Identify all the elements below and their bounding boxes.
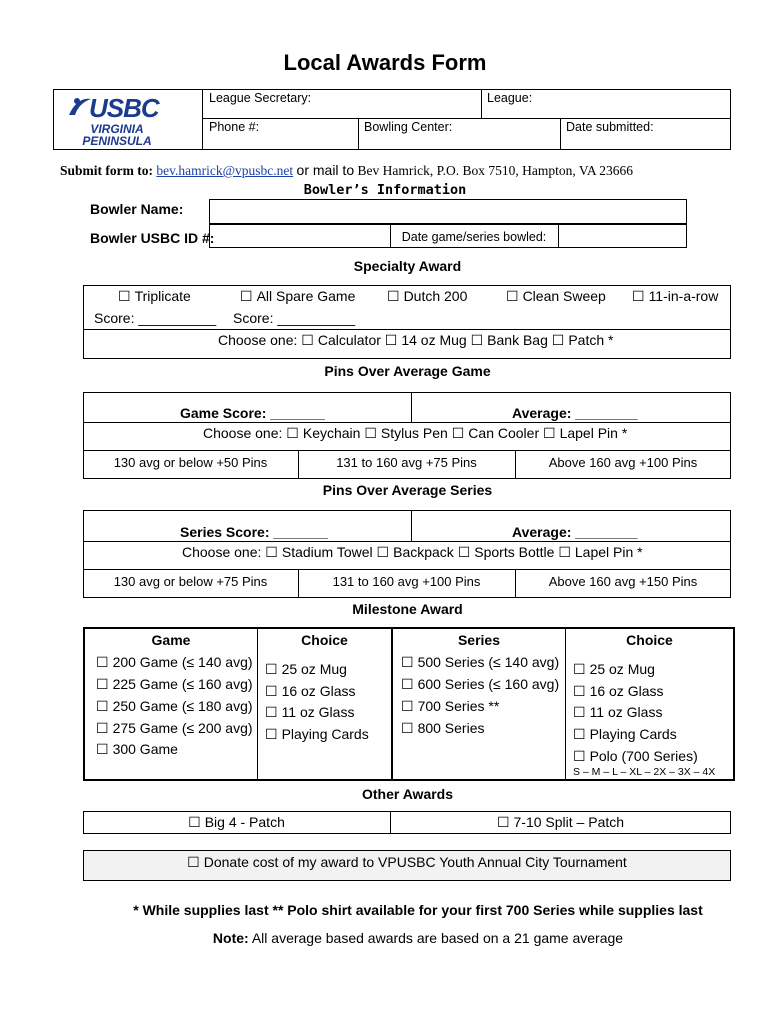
game-250-checkbox[interactable]: ☐ 250 Game (≤ 180 avg) bbox=[96, 698, 253, 715]
mug-14oz-checkbox[interactable]: ☐ 14 oz Mug bbox=[385, 332, 467, 348]
all-spare-game-checkbox[interactable]: ☐ All Spare Game bbox=[240, 288, 355, 305]
bowler-name-label: Bowler Name: bbox=[90, 201, 184, 217]
email-link[interactable]: bev.hamrick@vpusbc.net bbox=[156, 163, 294, 178]
game-275-checkbox[interactable]: ☐ 275 Game (≤ 200 avg) bbox=[96, 720, 253, 737]
polo-sizes: S – M – L – XL – 2X – 3X – 4X bbox=[573, 766, 716, 778]
average-note bbox=[0, 930, 770, 946]
league-secretary-field[interactable]: League Secretary: bbox=[209, 91, 312, 105]
lapel-pin-checkbox[interactable]: ☐ Lapel Pin * bbox=[558, 544, 642, 560]
logo-sub-peninsula: PENINSULA bbox=[82, 134, 152, 148]
specialty-choose-row bbox=[218, 332, 613, 349]
lapel-pin-checkbox[interactable]: ☐ Lapel Pin * bbox=[543, 425, 627, 441]
game-score-field[interactable]: Game Score: _______ bbox=[180, 405, 325, 421]
other-awards-heading: Other Awards bbox=[361, 786, 454, 802]
backpack-checkbox[interactable]: ☐ Backpack bbox=[377, 544, 454, 560]
supplies-note: * While supplies last ** Polo shirt available for your first 700 Series while supplies last bbox=[133, 902, 703, 918]
dutch-200-checkbox[interactable]: ☐ Dutch 200 bbox=[387, 288, 467, 305]
series-tier-3: Above 160 avg +150 Pins bbox=[548, 574, 698, 589]
pins-series-choose-row bbox=[182, 544, 643, 561]
stadium-towel-checkbox[interactable]: ☐ Stadium Towel bbox=[265, 544, 372, 560]
milestone-game-header: Game bbox=[151, 632, 191, 648]
bowler-info-heading: Bowler’s Information bbox=[303, 182, 467, 198]
all-spare-score[interactable]: Score: __________ bbox=[233, 310, 356, 326]
page-title: Local Awards Form bbox=[283, 50, 487, 75]
donate-cell bbox=[83, 854, 731, 871]
specialty-heading: Specialty Award bbox=[353, 258, 462, 274]
11-in-a-row-checkbox[interactable]: ☐ 11-in-a-row bbox=[632, 288, 718, 305]
series-tier-2: 131 to 160 avg +100 Pins bbox=[332, 574, 481, 589]
game-average-field[interactable]: Average: ________ bbox=[512, 405, 638, 421]
choose-one-label: Choose one: bbox=[182, 544, 262, 560]
series-average-field[interactable]: Average: ________ bbox=[512, 524, 638, 540]
series-glass-16oz-checkbox[interactable]: ☐ 16 oz Glass bbox=[573, 683, 664, 700]
split-cell bbox=[390, 814, 731, 831]
patch-checkbox[interactable]: ☐ Patch * bbox=[552, 332, 614, 348]
pins-series-heading: Pins Over Average Series bbox=[322, 482, 493, 498]
logo bbox=[53, 89, 203, 150]
donate-checkbox[interactable]: ☐ Donate cost of my award to VPUSBC Youth Annual City Tournament bbox=[187, 854, 627, 870]
game-tier-1: 130 avg or below +50 Pins bbox=[113, 455, 268, 470]
series-score-field[interactable]: Series Score: _______ bbox=[180, 524, 328, 540]
phone-field[interactable]: Phone #: bbox=[209, 120, 260, 134]
game-glass-11oz-checkbox[interactable]: ☐ 11 oz Glass bbox=[265, 704, 354, 721]
game-200-checkbox[interactable]: ☐ 200 Game (≤ 140 avg) bbox=[96, 654, 253, 671]
bowler-name-input[interactable] bbox=[209, 199, 687, 224]
date-submitted-field[interactable]: Date submitted: bbox=[566, 120, 654, 134]
bank-bag-checkbox[interactable]: ☐ Bank Bag bbox=[471, 332, 548, 348]
date-bowled-field[interactable]: Date game/series bowled: bbox=[401, 230, 547, 244]
big4-cell bbox=[83, 814, 390, 831]
bowler-id-label: Bowler USBC ID #: bbox=[90, 230, 215, 246]
game-300-checkbox[interactable]: ☐ 300 Game bbox=[96, 741, 178, 758]
bowling-center-field[interactable]: Bowling Center: bbox=[364, 120, 453, 134]
pins-game-choose-row bbox=[203, 425, 627, 442]
usbc-logo-mark bbox=[67, 93, 197, 149]
choose-one-label: Choose one: bbox=[218, 332, 298, 348]
triplicate-checkbox[interactable]: ☐ Triplicate bbox=[118, 288, 191, 305]
milestone-series-header: Series bbox=[457, 632, 501, 648]
game-tier-3: Above 160 avg +100 Pins bbox=[548, 455, 698, 470]
note-text: All average based awards are based on a 21 game average bbox=[251, 930, 624, 946]
series-tier-1: 130 avg or below +75 Pins bbox=[113, 574, 268, 589]
logo-sub-virginia: VIRGINIA bbox=[90, 122, 144, 136]
series-700-checkbox[interactable]: ☐ 700 Series ** bbox=[401, 698, 499, 715]
milestone-heading: Milestone Award bbox=[352, 601, 463, 617]
league-field[interactable]: League: bbox=[487, 91, 533, 105]
milestone-choice2-header: Choice bbox=[626, 632, 673, 648]
polo-checkbox[interactable]: ☐ Polo (700 Series) bbox=[573, 748, 698, 765]
milestone-choice-header: Choice bbox=[301, 632, 348, 648]
stylus-pen-checkbox[interactable]: ☐ Stylus Pen bbox=[364, 425, 448, 441]
sports-bottle-checkbox[interactable]: ☐ Sports Bottle bbox=[458, 544, 555, 560]
game-mug-25oz-checkbox[interactable]: ☐ 25 oz Mug bbox=[265, 661, 347, 678]
submit-line bbox=[60, 162, 760, 179]
game-glass-16oz-checkbox[interactable]: ☐ 16 oz Glass bbox=[265, 683, 356, 700]
pins-game-heading: Pins Over Average Game bbox=[324, 363, 491, 379]
calculator-checkbox[interactable]: ☐ Calculator bbox=[301, 332, 381, 348]
game-tier-2: 131 to 160 avg +75 Pins bbox=[336, 455, 477, 470]
triplicate-score[interactable]: Score: __________ bbox=[94, 310, 217, 326]
series-800-checkbox[interactable]: ☐ 800 Series bbox=[401, 720, 485, 737]
clean-sweep-checkbox[interactable]: ☐ Clean Sweep bbox=[506, 288, 606, 305]
series-mug-25oz-checkbox[interactable]: ☐ 25 oz Mug bbox=[573, 661, 655, 678]
game-225-checkbox[interactable]: ☐ 225 Game (≤ 160 avg) bbox=[96, 676, 253, 693]
series-playing-cards-checkbox[interactable]: ☐ Playing Cards bbox=[573, 726, 677, 743]
choose-one-label: Choose one: bbox=[203, 425, 283, 441]
or-mail-text: or mail to bbox=[296, 162, 355, 178]
mail-address: Bev Hamrick, P.O. Box 7510, Hampton, VA 23666 bbox=[357, 163, 633, 178]
keychain-checkbox[interactable]: ☐ Keychain bbox=[286, 425, 360, 441]
series-600-checkbox[interactable]: ☐ 600 Series (≤ 160 avg) bbox=[401, 676, 559, 693]
game-playing-cards-checkbox[interactable]: ☐ Playing Cards bbox=[265, 726, 369, 743]
note-label: Note: bbox=[212, 930, 249, 946]
split-7-10-checkbox[interactable]: ☐ 7-10 Split – Patch bbox=[497, 814, 624, 830]
logo-brand: USBC bbox=[89, 93, 159, 123]
big4-checkbox[interactable]: ☐ Big 4 - Patch bbox=[188, 814, 285, 830]
can-cooler-checkbox[interactable]: ☐ Can Cooler bbox=[452, 425, 539, 441]
series-500-checkbox[interactable]: ☐ 500 Series (≤ 140 avg) bbox=[401, 654, 559, 671]
submit-label: Submit form to: bbox=[60, 163, 153, 178]
series-glass-11oz-checkbox[interactable]: ☐ 11 oz Glass bbox=[573, 704, 662, 721]
